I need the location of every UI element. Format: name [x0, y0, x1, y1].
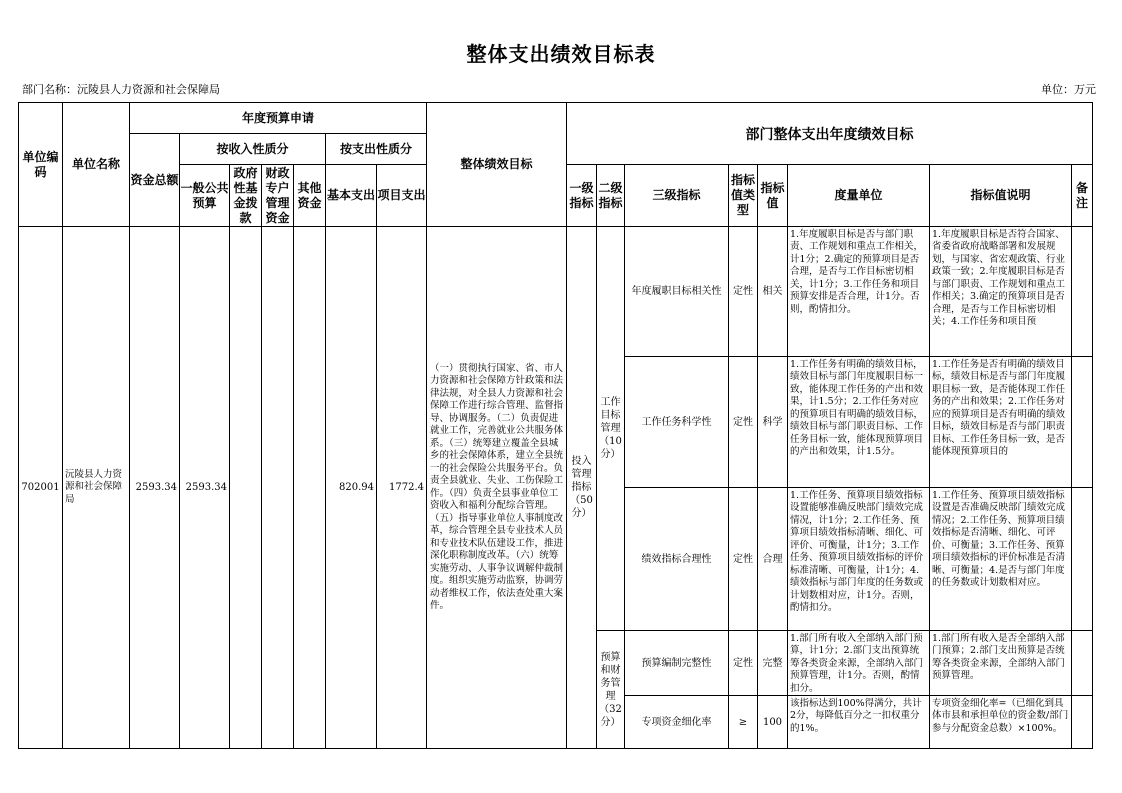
value-type-cell: 定性: [729, 227, 758, 357]
remark-cell: [1072, 631, 1093, 696]
unit-code-cell: 702001: [19, 227, 63, 749]
header-basic-expense: 基本支出: [326, 165, 377, 227]
remark-cell: [1072, 357, 1093, 488]
value-type-cell: ≥: [729, 696, 758, 749]
level1-cell: 投入管理指标（50分）: [567, 227, 597, 749]
table-row: [19, 227, 1093, 357]
project-expense-cell: 1772.4: [377, 227, 427, 749]
measure-unit-cell: 1.工作任务有明确的绩效目标，绩效目标与部门年度履职目标一致，能体现工作任务的产出和效果，计1.5分；2.工作任务对应的预算项目有明确的绩效目标，绩效目标与部门职责目标、工作任务目标一致，能体现预算项目的产出和效果，计1.5分。: [790, 358, 924, 457]
header-overall-goal: 整体绩效目标: [427, 103, 567, 227]
level3-cell: 专项资金细化率: [625, 696, 729, 749]
value-cell: 100: [758, 696, 788, 749]
header-other-fund: 其他资金: [294, 165, 326, 227]
value-desc-cell: 1.年度履职目标是否符合国家、省委省政府战略部署和发展规划，与国家、省宏观政策、行业政策一致；2.年度履职目标是否与部门职责、工作规划和重点工作相关；3.确定的预算项目是否合理，是否与工作目标密切相关；4.工作任务和项目预: [932, 228, 1066, 327]
header-dept-goal: 部门整体支出年度绩效目标: [567, 103, 1093, 165]
value-desc-cell: 专项资金细化率=（已细化到具体市县和承担单位的资金数/部门参与分配资金总数）×100%。: [932, 697, 1069, 734]
unit-name-cell: 沅陵县人力资源和社会保障局: [63, 227, 130, 749]
value-cell: 科学: [758, 357, 788, 488]
special-fund-cell: [262, 227, 294, 749]
measure-unit-cell: 1.部门所有收入全部纳入部门预算，计1分；2.部门支出预算统筹各类资金来源，全部纳入部门预算管理，计1分。否则，酌情扣分。: [790, 632, 924, 694]
level3-cell: 工作任务科学性: [625, 357, 729, 488]
header-value-desc: 指标值说明: [930, 165, 1072, 227]
level3-cell: 预算编制完整性: [625, 631, 729, 696]
header-by-income: 按收入性质分: [180, 134, 326, 165]
remark-cell: [1072, 696, 1093, 749]
header-budget-apply: 年度预算申请: [130, 103, 427, 134]
value-cell: 完整: [758, 631, 788, 696]
level3-cell: 年度履职目标相关性: [625, 227, 729, 357]
department-name: 部门名称：沅陵县人力资源和社会保障局: [22, 83, 220, 96]
header-by-expense: 按支出性质分: [326, 134, 427, 165]
level2-cell-budget: 预算和财务管理（32分）: [597, 631, 625, 749]
value-type-cell: 定性: [729, 631, 758, 696]
value-desc-cell: 1.部门所有收入是否全部纳入部门预算；2.部门支出预算是否统筹各类资金来源，全部纳入部门预算管理。: [932, 632, 1066, 681]
header-remark: 备注: [1072, 165, 1093, 227]
level3-cell: 绩效指标合理性: [625, 488, 729, 631]
level2-cell-work: 工作目标管理（10分）: [597, 227, 625, 631]
header-value-type: 指标值类型: [729, 165, 758, 227]
header-special-fund: 财政专户管理资金: [262, 165, 294, 227]
measure-unit-cell: 1.年度履职目标是否与部门职责、工作规划和重点工作相关，计1分；2.确定的预算项目是否合理，是否与工作目标密切相关，计1分；3.工作任务和项目预算安排是否合理，计1分。否则，酌情扣分。: [790, 228, 924, 315]
performance-table: [18, 102, 1093, 749]
header-general-budget: 一般公共预算: [180, 165, 230, 227]
header-unit-code: 单位编码: [19, 103, 63, 227]
measure-unit-cell: 该指标达到100%得满分，共计2分，每降低百分之一扣权重分的1%。: [790, 697, 922, 734]
value-type-cell: 定性: [729, 357, 758, 488]
header-project-expense: 项目支出: [377, 165, 427, 227]
value-cell: 合理: [758, 488, 788, 631]
total-funds-cell: 2593.34: [130, 227, 180, 749]
gov-fund-cell: [230, 227, 262, 749]
header-total-funds: 资金总额: [130, 134, 180, 227]
remark-cell: [1072, 488, 1093, 631]
currency-unit: 单位：万元: [1041, 83, 1096, 96]
value-desc-cell: 1.工作任务是否有明确的绩效目标，绩效目标是否与部门年度履职目标一致，是否能体现工作任务的产出和效果；2.工作任务对应的预算项目是否有明确的绩效目标，绩效目标是否与部门职责目标、工作任务目标一致，是否能体现预算项目的: [932, 358, 1066, 457]
overall-goal-cell: （一）贯彻执行国家、省、市人力资源和社会保障方针政策和法律法规，对全县人力资源和社会保障工作进行综合管理、监督指导、协调服务。（二）负责促进就业工作，完善就业公共服务体系。（三）统筹建立覆盖全县城乡的社会保障体系，建立全县统一的社会保险公共服务平台。负责全县就业、失业、工伤保险工作。（四）负责全县事业单位工资收入和福利分配综合管理。（五）指导事业单位人事制度改革，综合管理全县专业技术人员和专业技术队伍建设工作，推进深化职称制度改革。（六）统筹实施劳动、人事争议调解仲裁制度。组织实施劳动监察，协调劳动者维权工作，依法查处重大案件。: [427, 227, 567, 749]
value-desc-cell: 1.工作任务、预算项目绩效指标设置是否准确反映部门绩效完成情况；2.工作任务、预算项目绩效指标是否清晰、细化、可评价、可衡量；3.工作任务、预算项目绩效指标的评价标准是否清晰、可衡量；4.是否与部门年度的任务数或计划数相对应。: [932, 489, 1066, 588]
header-level3: 三级指标: [625, 165, 729, 227]
header-unit-name: 单位名称: [63, 103, 130, 227]
header-gov-fund: 政府性基金拨款: [230, 165, 262, 227]
header-measure-unit: 度量单位: [788, 165, 930, 227]
measure-unit-cell: 1.工作任务、预算项目绩效指标设置能够准确反映部门绩效完成情况，计1分；2.工作任务、预算项目绩效指标清晰、细化、可评价、可衡量，计1分；3.工作任务、预算项目绩效指标的评价标准清晰、可衡量，计1分；4.绩效指标与部门年度的任务数或计划数相对应，计1分。否则，酌情扣分。: [790, 489, 924, 613]
general-budget-cell: 2593.34: [180, 227, 230, 749]
value-cell: 相关: [758, 227, 788, 357]
header-level2: 二级指标: [597, 165, 625, 227]
page-title: 整体支出绩效目标表: [466, 42, 656, 66]
header-value: 指标值: [758, 165, 788, 227]
remark-cell: [1072, 227, 1093, 357]
header-level1: 一级指标: [567, 165, 597, 227]
other-fund-cell: [294, 227, 326, 749]
value-type-cell: 定性: [729, 488, 758, 631]
basic-expense-cell: 820.94: [326, 227, 377, 749]
